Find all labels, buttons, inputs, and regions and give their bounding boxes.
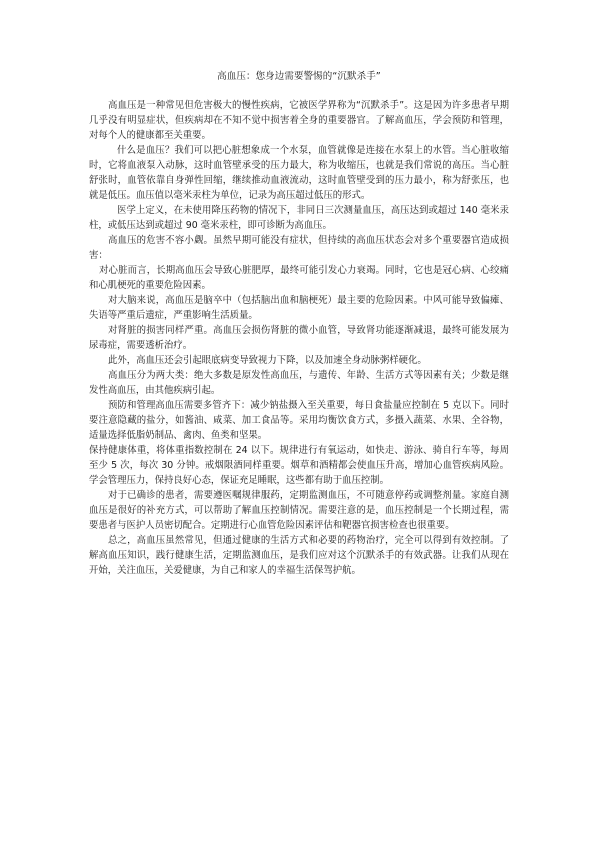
paragraph-prevention: 预防和管理高血压需要多管齐下：减少钠盐摄入至关重要，每日食盐量应控制在 5 克以下。同时要注意隐藏的盐分，如酱油、咸菜、加工食品等。采用均衡饮食方式，多摄入蔬菜、水果、全谷物，适量选择低脂奶制品、禽肉、鱼类和坚果。	[89, 400, 509, 441]
paragraph-conclusion: 总之，高血压虽然常见，但通过健康的生活方式和必要的药物治疗，完全可以得到有效控制。了解高血压知识，践行健康生活，定期监测血压，是我们应对这个沉默杀手的有效武器。让我们从现在开始，关注血压，关爱健康，为自己和家人的幸福生活保驾护航。	[89, 535, 509, 576]
document-title: 高血压：您身边需要警惕的“沉默杀手”	[217, 71, 381, 82]
paragraph-brain: 对大脑来说，高血压是脑卒中（包括脑出血和脑梗死）最主要的危险因素。中风可能导致偏瘫、失语等严重后遗症，严重影响生活质量。	[89, 295, 509, 321]
paragraph-treatment: 对于已确诊的患者，需要遵医嘱规律服药，定期监测血压，不可随意停药或调整剂量。家庭自测血压是很好的补充方式，可以帮助了解血压控制情况。需要注意的是，血压控制是一个长期过程，需要患者与医护人员密切配合。定期进行心血管危险因素评估和靶器官损害检查也很重要。	[89, 490, 509, 531]
paragraph-intro: 高血压是一种常见但危害极大的慢性疾病，它被医学界称为“沉默杀手”。这是因为许多患者早期几乎没有明显症状，但疾病却在不知不觉中损害着全身的重要器官。了解高血压，学会预防和管理，对每个人的健康都至关重要。	[89, 100, 509, 141]
paragraph-lifestyle: 保持健康体重，将体重指数控制在 24 以下。规律进行有氧运动，如快走、游泳、骑自行车等，每周至少 5 次，每次 30 分钟。戒烟限酒同样重要。烟草和酒精都会使血压升高，增加心血管疾病风险。学会管理压力，保持良好心态，保证充足睡眠，这些都有助于血压控制。	[89, 445, 509, 486]
paragraph-definition: 医学上定义，在未使用降压药物的情况下，非同日三次测量血压，高压达到或超过 140 毫米汞柱，或低压达到或超过 90 毫米汞柱，即可诊断为高血压。	[89, 205, 509, 231]
paragraph-what-is-blood-pressure: 什么是血压？我们可以把心脏想象成一个水泵，血管就像是连接在水泵上的水管。当心脏收缩时，它将血液泵入动脉，这时血管壁承受的压力最大，称为收缩压，也就是我们常说的高压。当心脏舒张时，血管依靠自身弹性回缩，继续推动血液流动，这时血管壁受到的压力最小，称为舒张压，也就是低压。血压值以毫米汞柱为单位，记录为高压超过低压的形式。	[89, 145, 509, 201]
paragraph-eyes: 此外，高血压还会引起眼底病变导致视力下降，以及加速全身动脉粥样硬化。	[108, 355, 427, 366]
paragraph-heart: 对心脏而言，长期高血压会导致心脏肥厚，最终可能引发心力衰竭。同时，它也是冠心病、心绞痛和心肌梗死的重要危险因素。	[89, 265, 509, 291]
paragraph-harm-intro: 高血压的危害不容小觑。虽然早期可能没有症状，但持续的高血压状态会对多个重要器官造成损害：	[89, 235, 509, 261]
paragraph-kidney: 对肾脏的损害同样严重。高血压会损伤肾脏的微小血管，导致肾功能逐渐减退，最终可能发展为尿毒症，需要透析治疗。	[89, 325, 509, 351]
paragraph-types: 高血压分为两大类：绝大多数是原发性高血压，与遗传、年龄、生活方式等因素有关；少数是继发性高血压，由其他疾病引起。	[89, 370, 509, 396]
